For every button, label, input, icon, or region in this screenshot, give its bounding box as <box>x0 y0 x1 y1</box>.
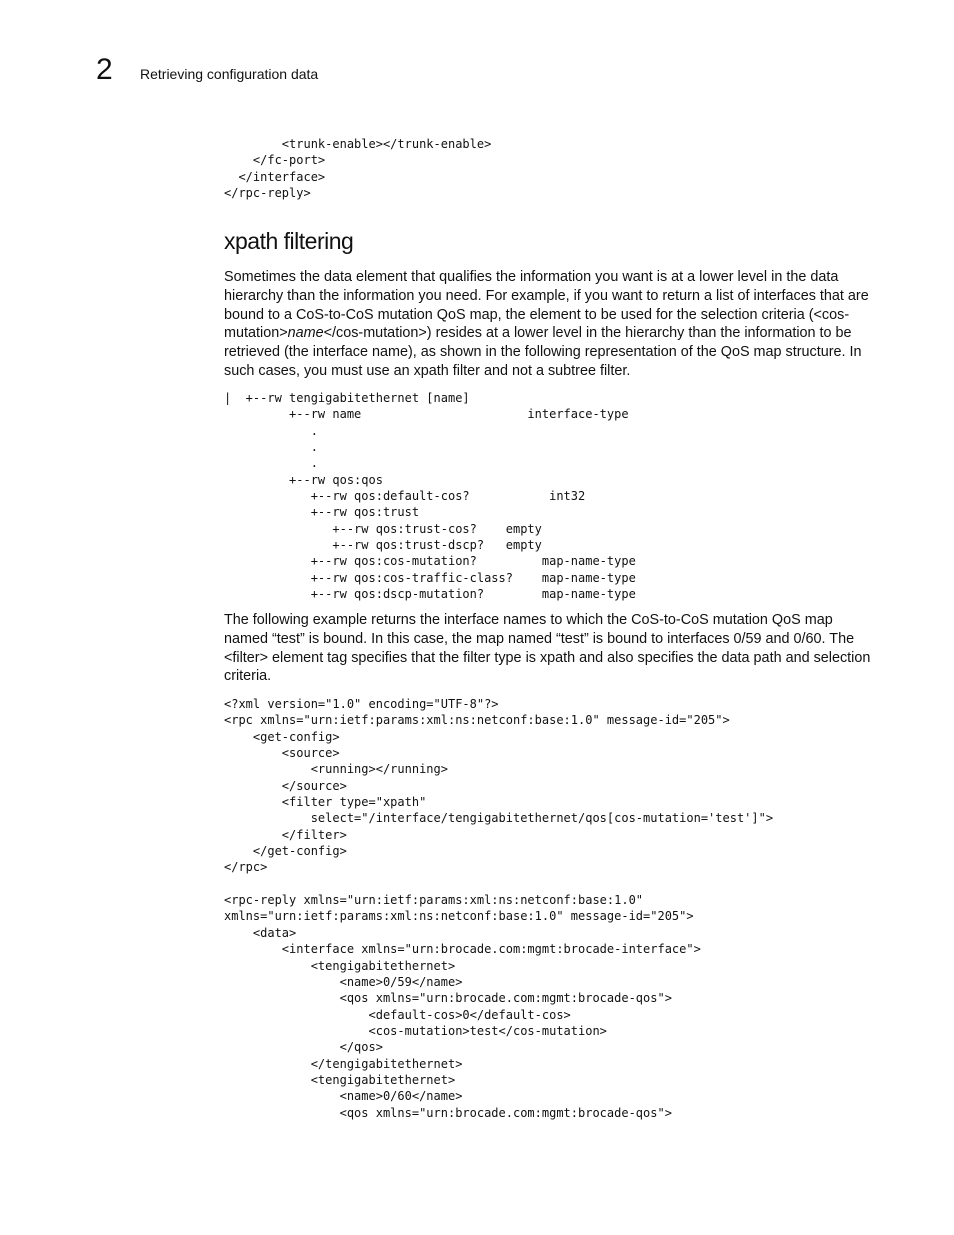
paragraph-intro-text: Sometimes the data element that qualifies the information you want is at a lower level in the data hierarchy than the information you need. For example, if you want to return a list of interfaces that are bound to a CoS-to-CoS mutation QoS map, the element to be used for the selection criteria (<cos-mutation> <box>224 269 869 342</box>
chapter-number: 2 <box>96 53 113 86</box>
paragraph-intro-text-end: </cos-mutation>) resides at a lower level in the hierarchy than the information to be retrieved (the interface name), as shown in the following representation of the QoS map structure. In such cases, you must use an xpath filter and not a subtree filter. <box>224 325 862 379</box>
code-block-qos-tree: | +--rw tengigabitethernet [name] +--rw name interface-type . . . +--rw qos:qos +--rw qos:default-cos? int32 +--rw qos:trust +--rw qos:trust-cos? empty +--rw qos:trust-dscp? empty +--rw qos:cos-mutation? map-name-type +--rw qos:cos-traffic-class? map-name-type +--rw qos:dscp-mutation? map-name-type <box>224 391 636 602</box>
paragraph-intro-emphasis: name <box>287 325 324 342</box>
code-block-rpc-reply-tail: <trunk-enable></trunk-enable> </fc-port> </interface> </rpc-reply> <box>224 137 492 201</box>
code-block-xpath-example: <?xml version="1.0" encoding="UTF-8"?> <rpc xmlns="urn:ietf:params:xml:ns:netconf:base:1.0" message-id="205"> <get-config> <source> <running></running> </source> <filter type="xpath" select="/interface/tengigabitethernet/qos[cos-mutation='test']"> </filter> </get-config> </rpc> <rpc-reply xmlns="urn:ietf:params:xml:ns:netconf:base:1.0" xmlns="urn:ietf:params:xml:ns:netconf:base:1.0" message-id="205"> <data> <interface xmlns="urn:brocade.com:mgmt:brocade-interface"> <tengigabitethernet> <name>0/59</name> <qos xmlns="urn:brocade.com:mgmt:brocade-qos"> <default-cos>0</default-cos> <cos-mutation>test</cos-mutation> </qos> </tengigabitethernet> <tengigabitethernet> <name>0/60</name> <qos xmlns="urn:brocade.com:mgmt:brocade-qos"> <box>224 697 774 1120</box>
paragraph-example: The following example returns the interface names to which the CoS-to-CoS mutation QoS map named “test” is bound. In this case, the map named “test” is bound to interfaces 0/59 and 0/60. The <filter> element tag specifies that the filter type is xpath and also specifies the data path and selection criteria. <box>224 612 871 685</box>
paragraph-intro <box>224 268 874 381</box>
chapter-title: Retrieving configuration data <box>140 66 319 82</box>
section-heading: xpath filtering <box>224 228 354 254</box>
